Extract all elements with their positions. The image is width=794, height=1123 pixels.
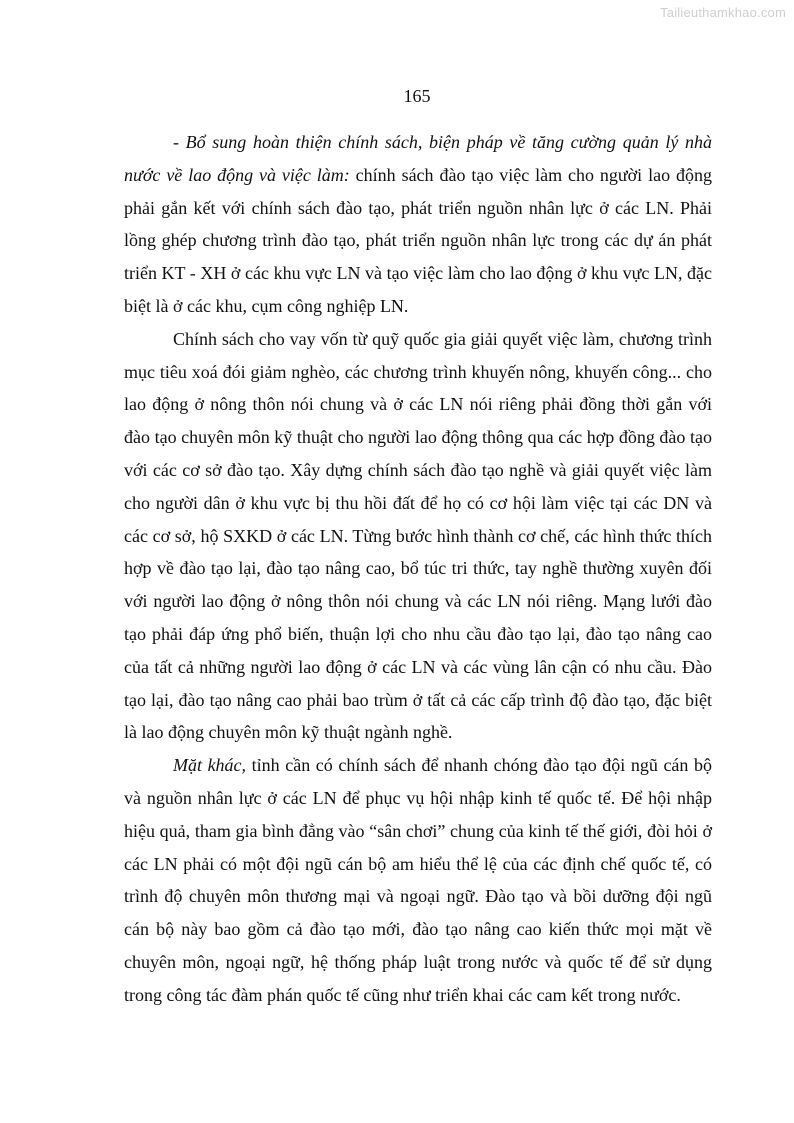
paragraph-text: chính sách đào tạo việc làm cho người lao động phải gắn kết với chính sách đào tạo, phát triển nguồn nhân lực ở các LN. Phải lồng ghép chương trình đào tạo, phát triển nguồn nhân lực trong các dự án phát triển KT - XH ở các khu vực LN và tạo việc làm cho lao động ở khu vực LN, đặc biệt là ở các khu, cụm công nghiệp LN.: [124, 164, 712, 316]
paragraph-text: Chính sách cho vay vốn từ quỹ quốc gia giải quyết việc làm, chương trình mục tiêu xoá đói giảm nghèo, các chương trình khuyến nông, khuyến công... cho lao động ở nông thôn nói chung và ở các LN nói riêng phải đồng thời gắn với đào tạo chuyên môn kỹ thuật cho người lao động thông qua các hợp đồng đào tạo với các cơ sở đào tạo. Xây dựng chính sách đào tạo nghề và giải quyết việc làm cho người dân ở khu vực bị thu hồi đất để họ có cơ hội làm việc tại các DN và các cơ sở, hộ SXKD ở các LN. Từng bước hình thành cơ chế, các hình thức thích hợp về đào tạo lại, đào tạo nâng cao, bổ túc tri thức, tay nghề thường xuyên đối với người lao động ở nông thôn nói chung và các LN nói riêng. Mạng lưới đào tạo phải đáp ứng phổ biến, thuận lợi cho nhu cầu đào tạo lại, đào tạo nâng cao của tất cả những người lao động ở các LN và các vùng lân cận có nhu cầu. Đào tạo lại, đào tạo nâng cao phải bao trùm ở tất cả các cấp trình độ đào tạo, đặc biệt là lao động chuyên môn kỹ thuật ngành nghề.: [124, 328, 712, 743]
paragraph-text: tỉnh cần có chính sách để nhanh chóng đào tạo đội ngũ cán bộ và nguồn nhân lực ở các LN để phục vụ hội nhập kinh tế quốc tế. Để hội nhập hiệu quả, tham gia bình đẳng vào “sân chơi” chung của kinh tế thế giới, đòi hỏi ở các LN phải có một đội ngũ cán bộ am hiểu thể lệ của các định chế quốc tế, có trình độ chuyên môn thương mại và ngoại ngữ. Đào tạo và bồi dưỡng đội ngũ cán bộ này bao gồm cả đào tạo mới, đào tạo nâng cao kiến thức mọi mặt về chuyên môn, ngoại ngữ, hệ thống pháp luật trong nước và quốc tế để sử dụng trong công tác đàm phán quốc tế cũng như triển khai các cam kết trong nước.: [124, 755, 712, 1005]
document-body: [124, 126, 712, 1012]
paragraph-policy-labor: [124, 126, 712, 323]
paragraph-italic-lead: - Bổ sung hoàn thiện chính sách, biện pháp về tăng cường quản lý nhà nước về lao động và việc làm:: [124, 132, 712, 185]
paragraph-loan-policy: [124, 323, 712, 749]
paragraph-integration: [124, 749, 712, 1011]
paragraph-italic-lead: Mặt khác,: [173, 755, 247, 776]
watermark-text: Tailieuthamkhao.com: [660, 5, 786, 20]
page-number: 165: [403, 86, 431, 106]
